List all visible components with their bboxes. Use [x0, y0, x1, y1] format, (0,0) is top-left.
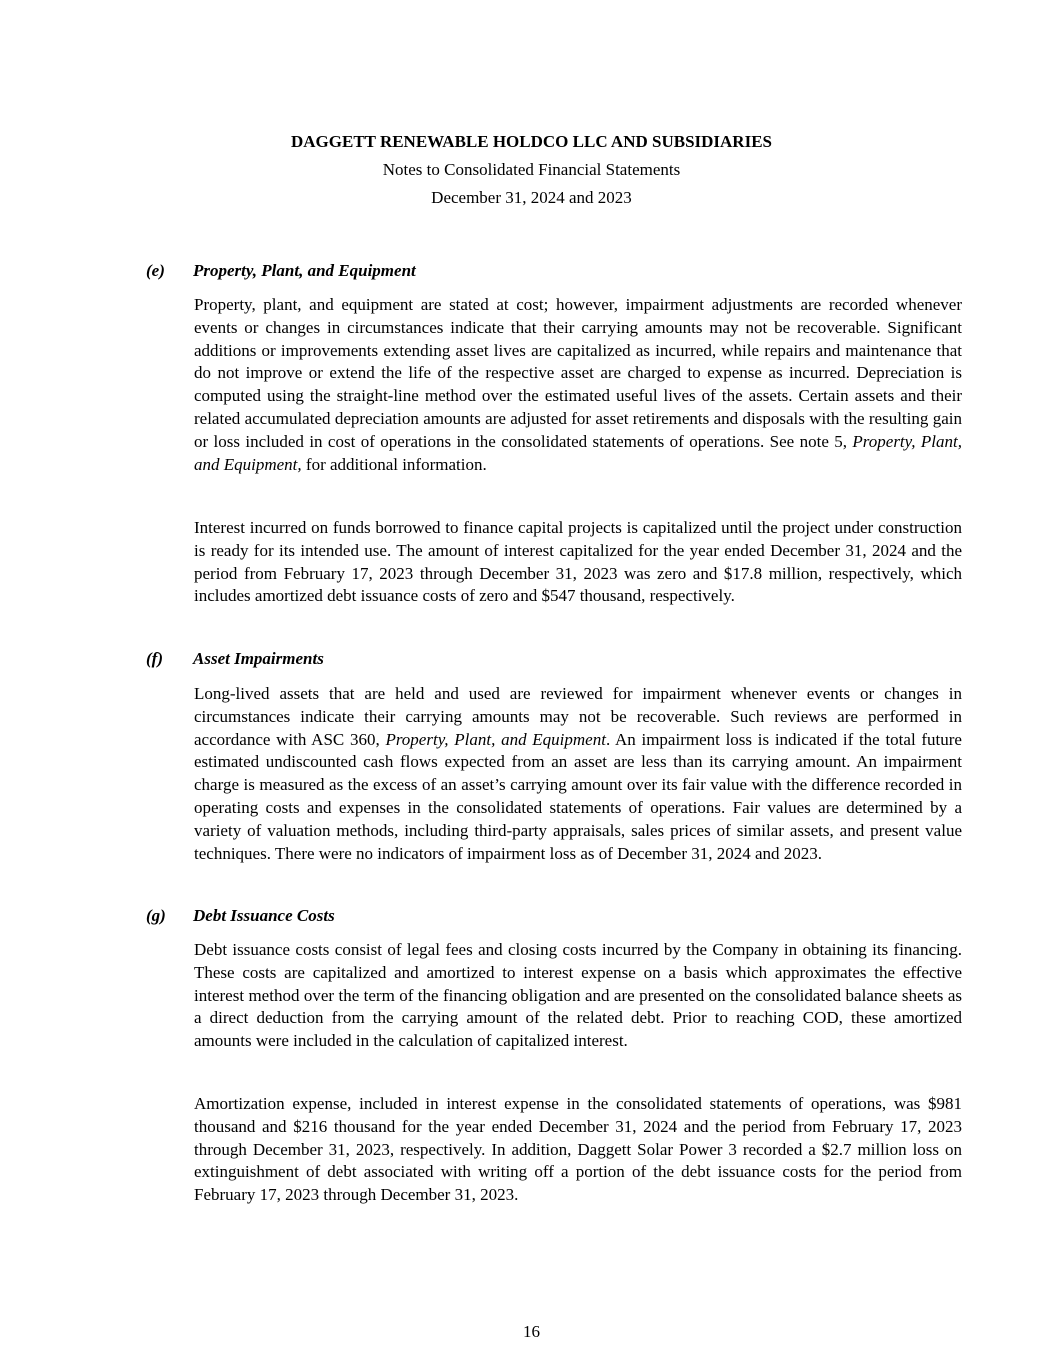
- document-header: [0, 131, 1055, 153]
- page-number: 16: [523, 1322, 540, 1341]
- section-e-p1-reference: Property, Plant, and Equipment,: [194, 431, 962, 474]
- document-subtitle-block: [0, 159, 1055, 181]
- section-g-title: Debt Issuance Costs: [193, 906, 335, 925]
- section-f-paragraph-1: [194, 683, 962, 865]
- section-f-p1-text: Long-lived assets that are held and used are reviewed for impairment whenever events or changes in circumstances indicate their carrying amounts may not be recoverable. Such reviews are performed in accordance with ASC 360,: [194, 684, 962, 749]
- section-g-paragraph-2: Amortization expense, included in interest expense in the consolidated statements of operations, was $981 thousand and $216 thousand for the year ended December 31, 2024 and the period from February 17, 2023 through December 31, 2023, respectively. In addition, Daggett Solar Power 3 recorded a $2.7 million loss on extinguishment of debt associated with writing off a portion of the debt issuance costs for the period from February 17, 2023 through December 31, 2023.: [194, 1094, 962, 1205]
- section-e-title: Property, Plant, and Equipment: [193, 261, 416, 280]
- section-g-heading: [146, 905, 335, 927]
- document-period: December 31, 2024 and 2023: [431, 188, 632, 207]
- company-name: DAGGETT RENEWABLE HOLDCO LLC AND SUBSIDIARIES: [290, 132, 772, 151]
- section-f-p1-reference: Property, Plant, and Equipment: [385, 729, 606, 749]
- section-e-paragraph-2: Interest incurred on funds borrowed to finance capital projects is capitalized until the project under construction is ready for its intended use. The amount of interest capitalized for the year ended December 31, 2024 and the period from February 17, 2023 through December 31, 2023 was zero and $17.8 million, respectively, which includes amortized debt issuance costs of zero and $547 thousand, respectively.: [194, 518, 962, 606]
- document-period-block: [0, 187, 1055, 209]
- section-g-paragraph-1: Debt issuance costs consist of legal fees and closing costs incurred by the Company in obtaining its financing. These costs are capitalized and amortized to interest expense on a basis which approximates the effective interest method over the term of the financing obligation and are presented on the consolidated balance sheets as a direct deduction from the carrying amount of the related debt. Prior to reaching COD, these amortized amounts were included in the calculation of capitalized interest.: [194, 940, 962, 1051]
- section-e-paragraph-1: [194, 294, 962, 476]
- document-subtitle: Notes to Consolidated Financial Statements: [382, 160, 681, 179]
- section-f-p1-tail: . An impairment loss is indicated if the total future estimated undiscounted cash flows expected from an asset are less than its carrying amount. An impairment charge is measured as the excess of an asset’s carrying amount over its fair value with the difference recorded in operating costs and expenses in the consolidated statements of operations. Fair values are determined by a variety of valuation methods, including third-party appraisals, sales prices of similar assets, and present value techniques. There were no indicators of impairment loss as of December 31, 2024 and 2023.: [194, 729, 962, 863]
- section-e-p1-tail: for additional information.: [301, 454, 487, 474]
- section-f-title: Asset Impairments: [193, 649, 324, 668]
- section-f-letter: (f): [146, 649, 163, 668]
- section-g-letter: (g): [146, 906, 166, 925]
- section-e-letter: (e): [146, 261, 165, 280]
- section-f-heading: [146, 648, 324, 670]
- section-e-p1-text: Property, plant, and equipment are stated at cost; however, impairment adjustments are recorded whenever events or changes in circumstances indicate that their carrying amounts may not be recoverable. Significant additions or improvements extending asset lives are capitalized as incurred, while repairs and maintenance that do not improve or extend the life of the respective asset are charged to expense as incurred. Depreciation is computed using the straight-line method over the estimated useful lives of the assets. Certain assets and their related accumulated depreciation amounts are adjusted for asset retirements and disposals with the resulting gain or loss included in cost of operations in the consolidated statements of operations. See note 5,: [194, 295, 962, 451]
- section-e-heading: [146, 260, 416, 282]
